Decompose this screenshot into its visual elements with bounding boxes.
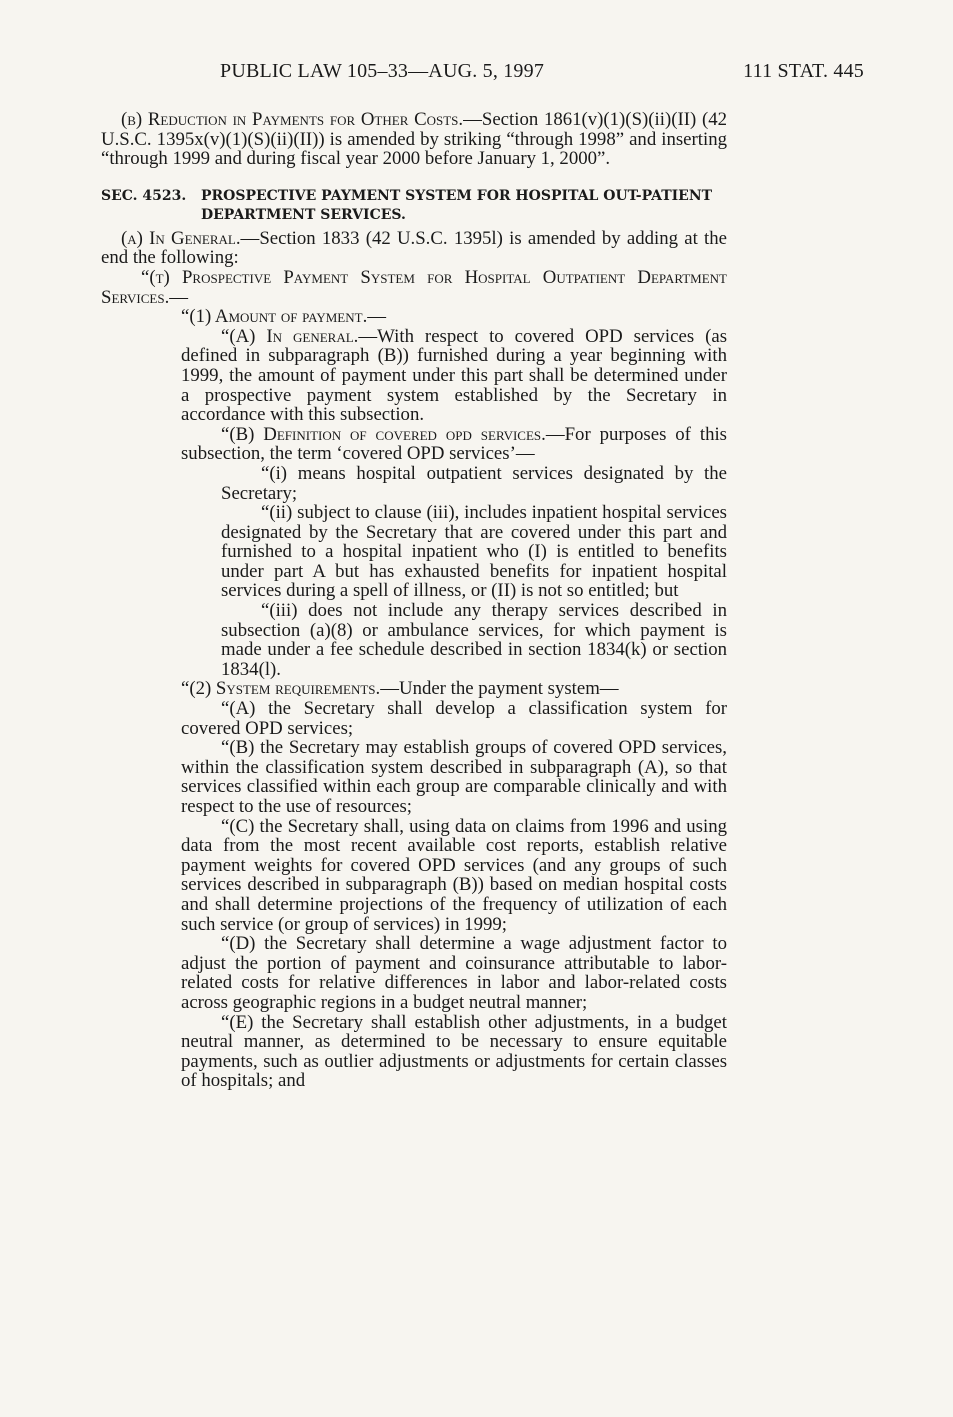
page-stat-number: 111 STAT. 445 bbox=[743, 60, 864, 82]
subsection-t-caption: “(t) Prospective Payment System for Hospital Outpatient Department Services. bbox=[101, 266, 727, 308]
paragraph-2-heading bbox=[101, 679, 727, 699]
clause-i: “(i) means hospital outpatient services designated by the Secretary; bbox=[221, 462, 727, 504]
subsection-a-text: —Section 1833 (42 U.S.C. 1395l) is amended by adding at the end the following: bbox=[101, 227, 727, 269]
subparagraph-1B-text: —For purposes of this subsection, the term ‘covered OPD services’— bbox=[181, 423, 727, 465]
subparagraph-2C: “(C) the Secretary shall, using data on claims from 1996 and using data from the most recent available cost reports, establish relative payment weights for covered OPD services (and any groups of such services described in subparagraph (B)) based on median hospital costs and shall determine projections of the frequency of utilization of each such service (or group of services) in 1999; bbox=[181, 815, 727, 935]
subsection-b bbox=[101, 110, 727, 169]
section-heading bbox=[101, 187, 727, 225]
paragraph-1-dash: — bbox=[367, 306, 387, 328]
subsection-a-caption: (a) In General. bbox=[121, 227, 241, 249]
subsection-t-dash: — bbox=[169, 286, 189, 308]
subparagraph-1A-caption: “(A) In general. bbox=[221, 325, 359, 347]
clause-iii: “(iii) does not include any therapy services described in subsection (a)(8) or ambulance services, for which payment is made under a fee schedule described in section 1834(k) or section 1834(l). bbox=[221, 600, 727, 680]
subsection-b-text: —Section 1861(v)(1)(S)(ii)(II) (42 U.S.C. 1395x(v)(1)(S)(ii)(II)) is amended by striking “through 1998” and inserting “through 1999 and during fiscal year 2000 before January 1, 2000”. bbox=[101, 109, 727, 170]
subparagraph-2A: “(A) the Secretary shall develop a classification system for covered OPD services; bbox=[181, 698, 727, 739]
subparagraph-1B-caption: “(B) Definition of covered opd services. bbox=[221, 423, 546, 445]
subparagraph-2E: “(E) the Secretary shall establish other adjustments, in a budget neutral manner, as determined to be necessary to ensure equitable payments, such as outlier adjustments or adjustments for certain classes of hospitals; and bbox=[181, 1011, 727, 1092]
subsection-b-caption: (b) Reduction in Payments for Other Costs. bbox=[121, 109, 464, 130]
page-body bbox=[101, 110, 727, 1091]
paragraph-1-heading bbox=[101, 307, 727, 327]
running-header-title: PUBLIC LAW 105–33—AUG. 5, 1997 bbox=[220, 60, 545, 82]
clause-ii: “(ii) subject to clause (iii), includes inpatient hospital services designated by the Secretary that are covered under this part and furnished to a hospital inpatient who (I) is entitled to benefits under part A but has exhausted benefits for inpatient hospital services during a spell of illness, or (II) is not so entitled; but bbox=[221, 502, 727, 602]
subparagraph-2B: “(B) the Secretary may establish groups of covered OPD services, within the classification system described in subparagraph (A), so that services classified within each group are comparable clinically and with respect to the use of resources; bbox=[181, 737, 727, 817]
section-title: PROSPECTIVE PAYMENT SYSTEM FOR HOSPITAL OUT-PATIENT DEPARTMENT SERVICES. bbox=[201, 187, 713, 223]
subsection-t-heading bbox=[101, 268, 727, 307]
subparagraph-1A-text: —With respect to covered OPD services (as defined in subparagraph (B)) furnished during a year beginning with 1999, the amount of payment under this part shall be determined under a prospective payment system established by the Secretary in accordance with this subsection. bbox=[181, 325, 728, 426]
section-number: SEC. 4523. bbox=[101, 187, 187, 204]
paragraph-2-text: —Under the payment system— bbox=[380, 678, 619, 700]
subparagraph-1B bbox=[101, 425, 727, 464]
subparagraph-1A bbox=[101, 327, 727, 425]
paragraph-1-caption: “(1) Amount of payment. bbox=[181, 306, 368, 328]
subsection-a bbox=[101, 229, 727, 268]
paragraph-2-caption: “(2) System requirements. bbox=[181, 678, 381, 700]
subparagraph-2D: “(D) the Secretary shall determine a wage adjustment factor to adjust the portion of payment and coinsurance attributable to labor-related costs for relative differences in labor and labor-related costs across geographic regions in a budget neutral manner; bbox=[181, 933, 727, 1013]
